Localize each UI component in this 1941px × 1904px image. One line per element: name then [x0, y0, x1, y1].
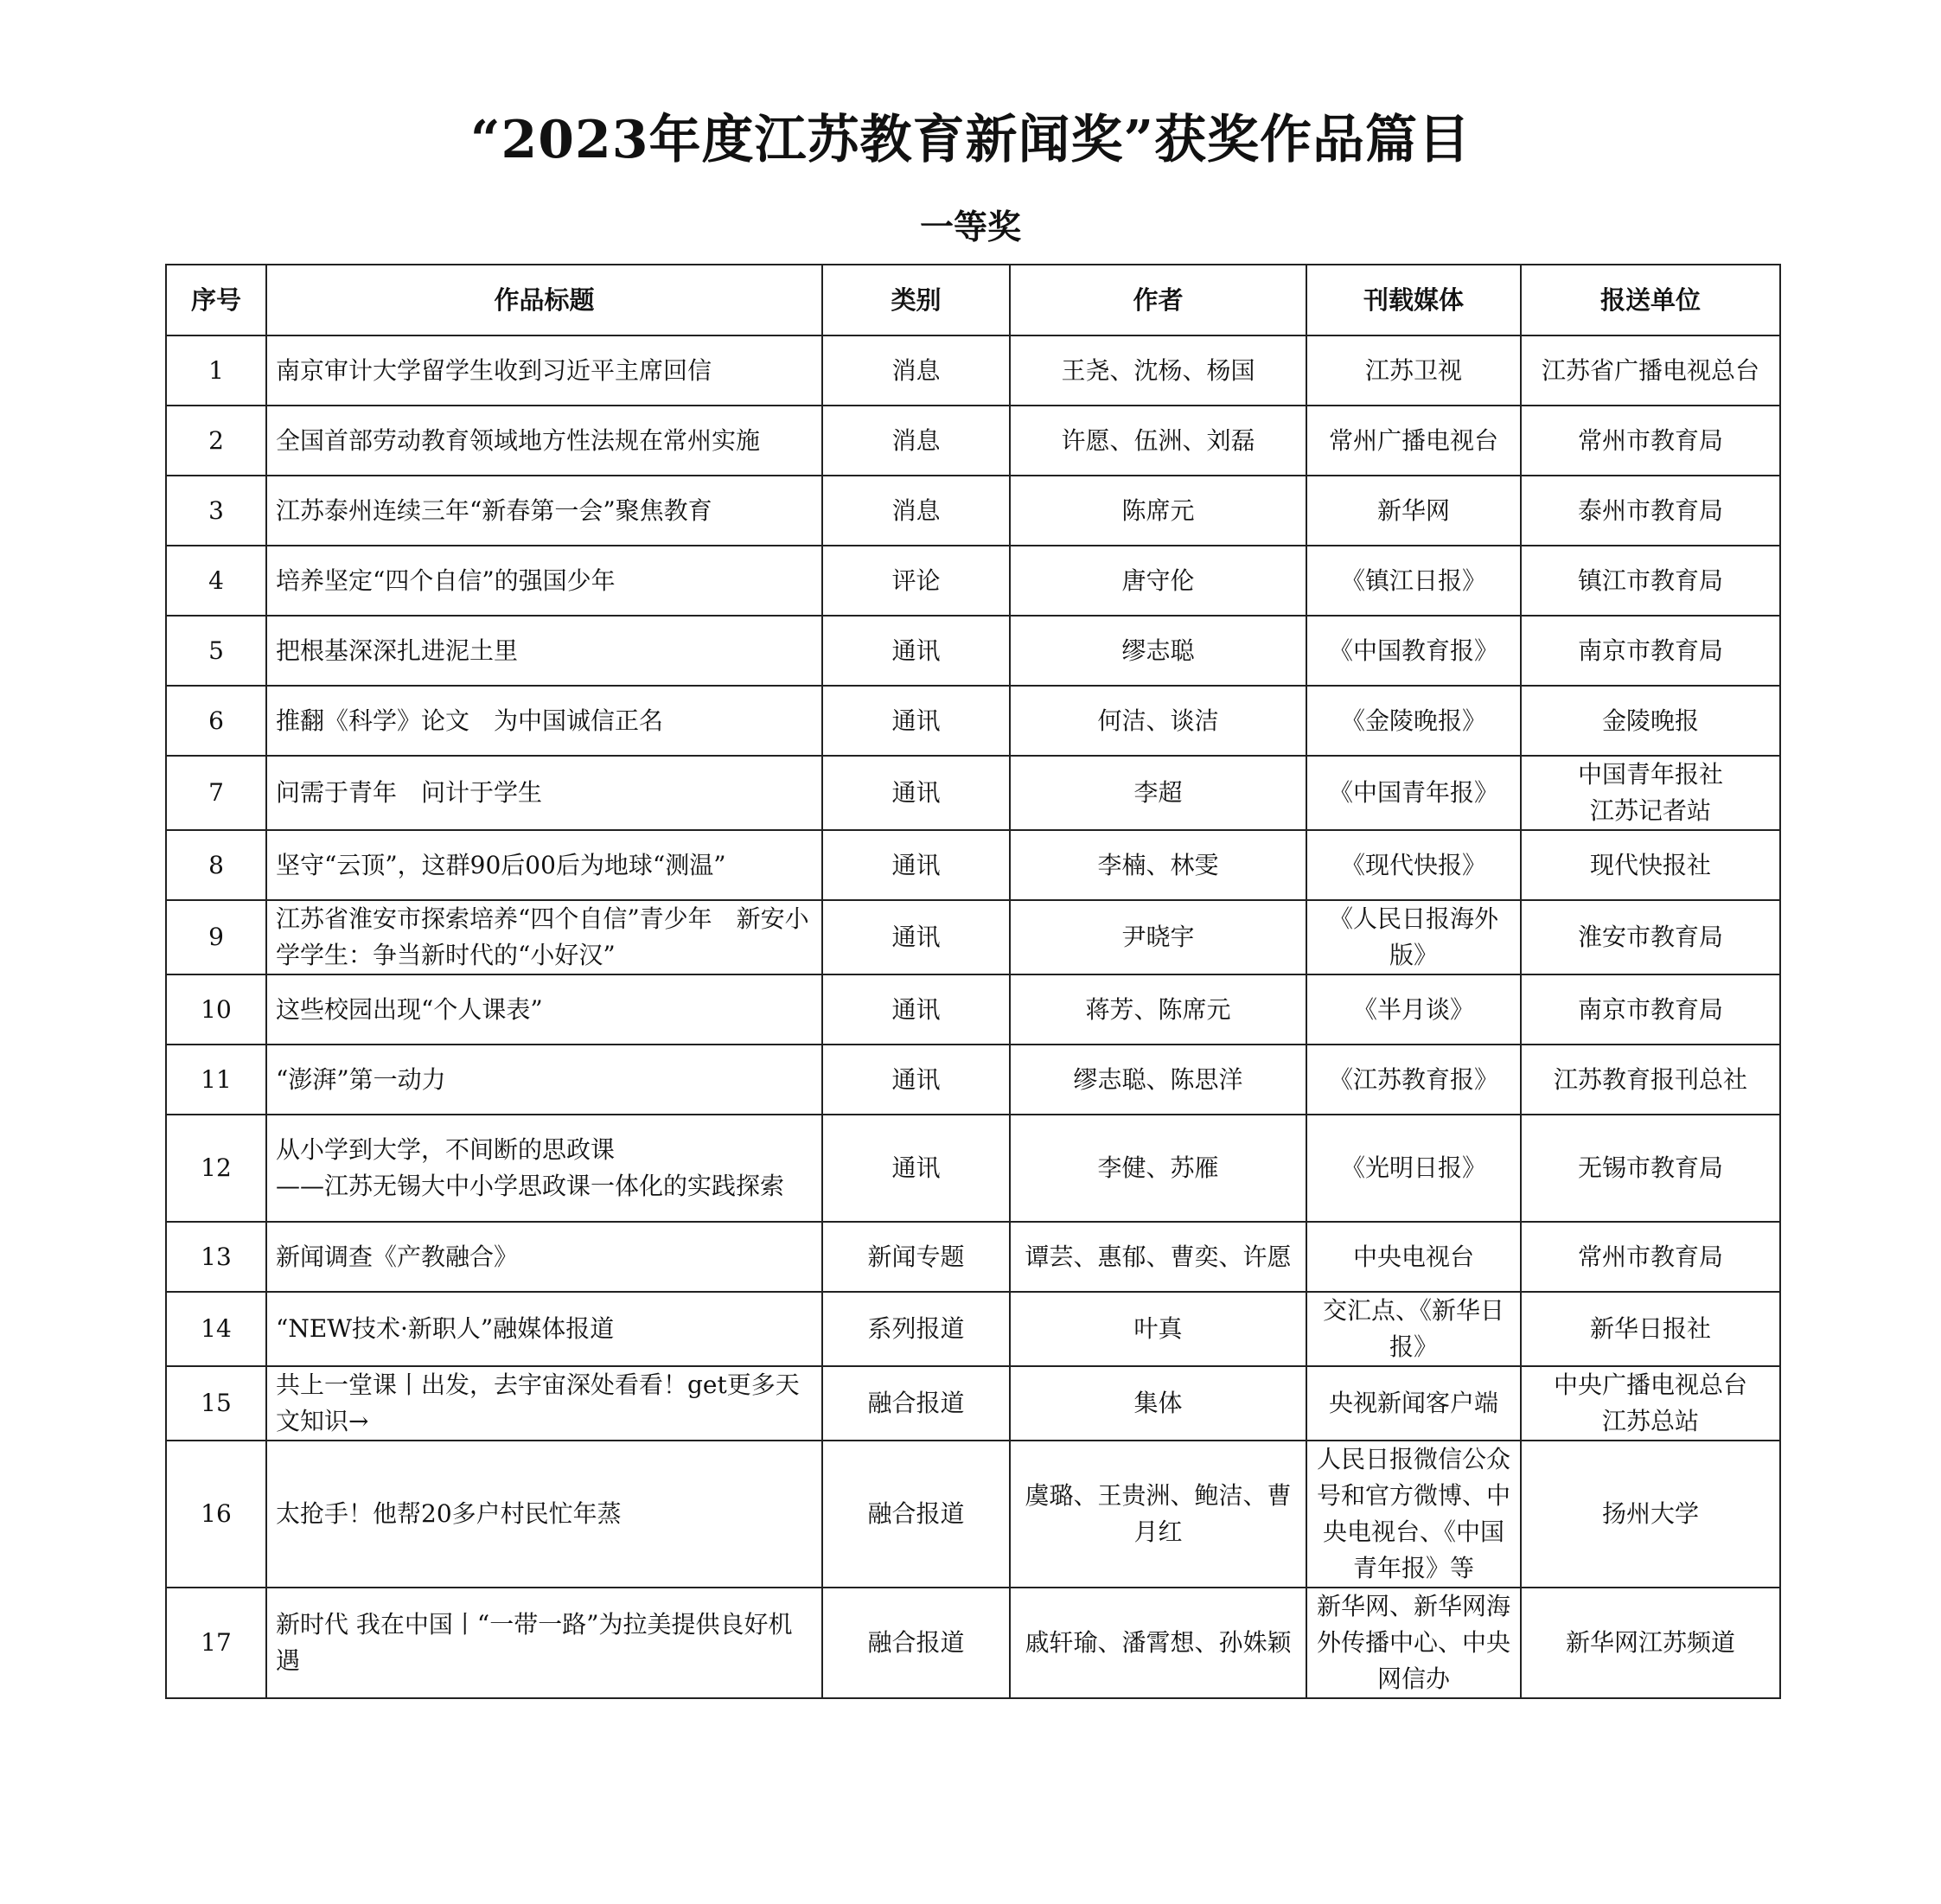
- media-cell: 《半月谈》: [1306, 974, 1521, 1045]
- author-cell: 许愿、伍洲、刘磊: [1010, 406, 1306, 476]
- unit-cell: 扬州大学: [1521, 1441, 1780, 1588]
- serial-number-cell: 2: [166, 406, 266, 476]
- serial-number-cell: 3: [166, 476, 266, 546]
- table-body: [166, 335, 1780, 1698]
- work-title-cell: 共上一堂课丨出发，去宇宙深处看看！get更多天文知识→: [266, 1366, 822, 1441]
- table-row: [166, 406, 1780, 476]
- unit-cell: 新华日报社: [1521, 1292, 1780, 1366]
- table-row: [166, 1366, 1780, 1441]
- work-title-cell: 从小学到大学，不间断的思政课 ——江苏无锡大中小学思政课一体化的实践探索: [266, 1115, 822, 1222]
- work-title-cell: 江苏泰州连续三年“新春第一会”聚焦教育: [266, 476, 822, 546]
- unit-cell: 南京市教育局: [1521, 974, 1780, 1045]
- category-cell: 通讯: [822, 1045, 1010, 1115]
- media-cell: 新华网: [1306, 476, 1521, 546]
- header-submitting-unit: 报送单位: [1521, 265, 1780, 335]
- category-cell: 融合报道: [822, 1441, 1010, 1588]
- serial-number-cell: 9: [166, 900, 266, 974]
- work-title-cell: 推翻《科学》论文 为中国诚信正名: [266, 686, 822, 756]
- table-row: [166, 1115, 1780, 1222]
- unit-cell: 无锡市教育局: [1521, 1115, 1780, 1222]
- unit-cell: 江苏教育报刊总社: [1521, 1045, 1780, 1115]
- award-level-heading: 一等奖: [919, 208, 1021, 247]
- author-cell: 李楠、林雯: [1010, 830, 1306, 900]
- header-category: 类别: [822, 265, 1010, 335]
- unit-cell: 泰州市教育局: [1521, 476, 1780, 546]
- table-row: [166, 1588, 1780, 1698]
- unit-cell: 现代快报社: [1521, 830, 1780, 900]
- table-row: [166, 900, 1780, 974]
- author-cell: 戚轩瑜、潘霄想、孙姝颖: [1010, 1588, 1306, 1698]
- serial-number-cell: 7: [166, 756, 266, 830]
- header-work-title: 作品标题: [266, 265, 822, 335]
- category-cell: 融合报道: [822, 1588, 1010, 1698]
- category-cell: 通讯: [822, 830, 1010, 900]
- media-cell: 《江苏教育报》: [1306, 1045, 1521, 1115]
- category-cell: 通讯: [822, 686, 1010, 756]
- media-cell: 新华网、新华网海外传播中心、中央网信办: [1306, 1588, 1521, 1698]
- author-cell: 谭芸、惠郁、曹奕、许愿: [1010, 1222, 1306, 1292]
- author-cell: 缪志聪: [1010, 616, 1306, 686]
- category-cell: 评论: [822, 546, 1010, 616]
- table-row: [166, 1441, 1780, 1588]
- unit-cell: 常州市教育局: [1521, 1222, 1780, 1292]
- category-cell: 通讯: [822, 1115, 1010, 1222]
- media-cell: 央视新闻客户端: [1306, 1366, 1521, 1441]
- serial-number-cell: 10: [166, 974, 266, 1045]
- media-cell: 中央电视台: [1306, 1222, 1521, 1292]
- media-cell: 交汇点、《新华日报》: [1306, 1292, 1521, 1366]
- author-cell: 集体: [1010, 1366, 1306, 1441]
- author-cell: 何洁、谈洁: [1010, 686, 1306, 756]
- category-cell: 消息: [822, 335, 1010, 406]
- page-title: “2023年度江苏教育新闻奖”获奖作品篇目: [469, 110, 1471, 170]
- category-cell: 消息: [822, 476, 1010, 546]
- media-cell: 《光明日报》: [1306, 1115, 1521, 1222]
- table-row: [166, 546, 1780, 616]
- category-cell: 新闻专题: [822, 1222, 1010, 1292]
- media-cell: 《现代快报》: [1306, 830, 1521, 900]
- serial-number-cell: 8: [166, 830, 266, 900]
- media-cell: 江苏卫视: [1306, 335, 1521, 406]
- unit-cell: 常州市教育局: [1521, 406, 1780, 476]
- table-row: [166, 756, 1780, 830]
- work-title-cell: “澎湃”第一动力: [266, 1045, 822, 1115]
- work-title-cell: 南京审计大学留学生收到习近平主席回信: [266, 335, 822, 406]
- work-title-cell: 坚守“云顶”，这群90后00后为地球“测温”: [266, 830, 822, 900]
- serial-number-cell: 13: [166, 1222, 266, 1292]
- unit-cell: 中国青年报社 江苏记者站: [1521, 756, 1780, 830]
- awards-table: [165, 264, 1781, 1699]
- category-cell: 融合报道: [822, 1366, 1010, 1441]
- category-cell: 系列报道: [822, 1292, 1010, 1366]
- work-title-cell: 太抢手！他帮20多户村民忙年蒸: [266, 1441, 822, 1588]
- unit-cell: 淮安市教育局: [1521, 900, 1780, 974]
- media-cell: 人民日报微信公众号和官方微博、中央电视台、《中国青年报》等: [1306, 1441, 1521, 1588]
- work-title-cell: 新闻调查《产教融合》: [266, 1222, 822, 1292]
- author-cell: 尹晓宇: [1010, 900, 1306, 974]
- media-cell: 《中国青年报》: [1306, 756, 1521, 830]
- unit-cell: 镇江市教育局: [1521, 546, 1780, 616]
- serial-number-cell: 12: [166, 1115, 266, 1222]
- unit-cell: 中央广播电视总台 江苏总站: [1521, 1366, 1780, 1441]
- table-row: [166, 335, 1780, 406]
- unit-cell: 新华网江苏频道: [1521, 1588, 1780, 1698]
- work-title-cell: 新时代 我在中国丨“一带一路”为拉美提供良好机遇: [266, 1588, 822, 1698]
- serial-number-cell: 6: [166, 686, 266, 756]
- serial-number-cell: 15: [166, 1366, 266, 1441]
- serial-number-cell: 16: [166, 1441, 266, 1588]
- header-publishing-media: 刊载媒体: [1306, 265, 1521, 335]
- unit-cell: 江苏省广播电视总台: [1521, 335, 1780, 406]
- table-header-row: [166, 265, 1780, 335]
- author-cell: 王尧、沈杨、杨国: [1010, 335, 1306, 406]
- category-cell: 通讯: [822, 756, 1010, 830]
- table-row: [166, 616, 1780, 686]
- work-title-cell: 江苏省淮安市探索培养“四个自信”青少年 新安小学学生：争当新时代的“小好汉”: [266, 900, 822, 974]
- work-title-cell: 全国首部劳动教育领域地方性法规在常州实施: [266, 406, 822, 476]
- author-cell: 陈席元: [1010, 476, 1306, 546]
- unit-cell: 金陵晚报: [1521, 686, 1780, 756]
- author-cell: 缪志聪、陈思洋: [1010, 1045, 1306, 1115]
- author-cell: 蒋芳、陈席元: [1010, 974, 1306, 1045]
- work-title-cell: 把根基深深扎进泥土里: [266, 616, 822, 686]
- author-cell: 李超: [1010, 756, 1306, 830]
- media-cell: 《镇江日报》: [1306, 546, 1521, 616]
- media-cell: 《中国教育报》: [1306, 616, 1521, 686]
- serial-number-cell: 14: [166, 1292, 266, 1366]
- media-cell: 《金陵晚报》: [1306, 686, 1521, 756]
- author-cell: 虞璐、王贵洲、鲍洁、曹月红: [1010, 1441, 1306, 1588]
- serial-number-cell: 11: [166, 1045, 266, 1115]
- author-cell: 叶真: [1010, 1292, 1306, 1366]
- author-cell: 李健、苏雁: [1010, 1115, 1306, 1222]
- category-cell: 消息: [822, 406, 1010, 476]
- header-serial-number: 序号: [166, 265, 266, 335]
- work-title-cell: 这些校园出现“个人课表”: [266, 974, 822, 1045]
- category-cell: 通讯: [822, 974, 1010, 1045]
- table-row: [166, 476, 1780, 546]
- work-title-cell: 培养坚定“四个自信”的强国少年: [266, 546, 822, 616]
- category-cell: 通讯: [822, 616, 1010, 686]
- table-row: [166, 974, 1780, 1045]
- table-row: [166, 686, 1780, 756]
- author-cell: 唐守伦: [1010, 546, 1306, 616]
- work-title-cell: “NEW技术·新职人”融媒体报道: [266, 1292, 822, 1366]
- unit-cell: 南京市教育局: [1521, 616, 1780, 686]
- serial-number-cell: 17: [166, 1588, 266, 1698]
- table-row: [166, 1222, 1780, 1292]
- table-row: [166, 1292, 1780, 1366]
- serial-number-cell: 5: [166, 616, 266, 686]
- media-cell: 常州广播电视台: [1306, 406, 1521, 476]
- serial-number-cell: 1: [166, 335, 266, 406]
- header-author: 作者: [1010, 265, 1306, 335]
- media-cell: 《人民日报海外版》: [1306, 900, 1521, 974]
- table-row: [166, 1045, 1780, 1115]
- category-cell: 通讯: [822, 900, 1010, 974]
- table-row: [166, 830, 1780, 900]
- serial-number-cell: 4: [166, 546, 266, 616]
- work-title-cell: 问需于青年 问计于学生: [266, 756, 822, 830]
